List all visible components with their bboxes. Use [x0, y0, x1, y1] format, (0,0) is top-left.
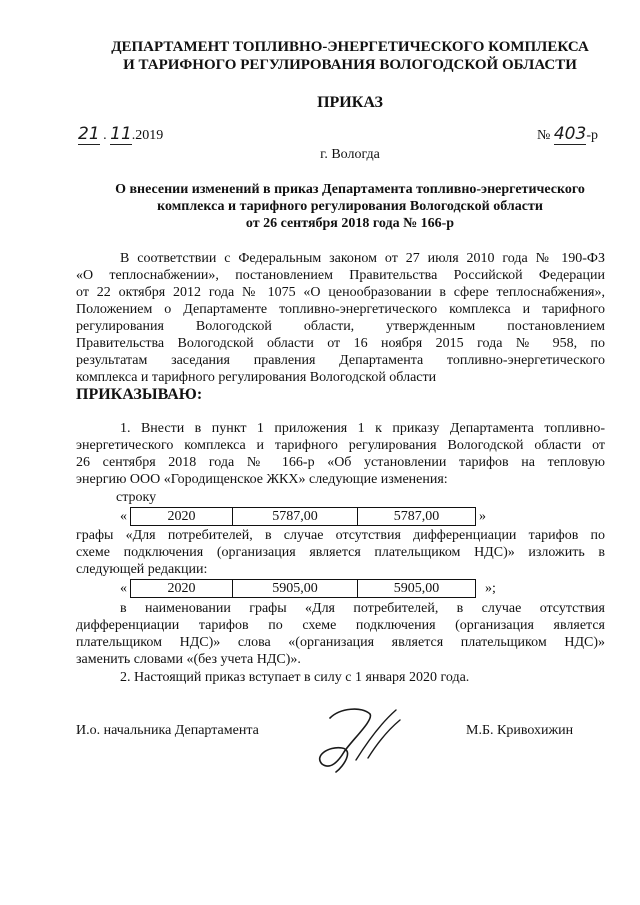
item1-line: энергетического комплекса и тарифного регулирования Вологодской области от	[76, 438, 605, 453]
item1-line: 26 сентября 2018 года № 166-р «Об установлении тарифов на тепловую	[76, 455, 605, 470]
row-old-table	[130, 507, 476, 526]
org-name-line1: ДЕПАРТАМЕНТ ТОПЛИВНО-ЭНЕРГЕТИЧЕСКОГО КОМПЛЕКСА	[111, 39, 589, 55]
number-suffix: -р	[586, 128, 598, 143]
order-date: 21 . 11.2019	[78, 124, 164, 144]
signature-name: М.Б. Кривохижин	[466, 723, 574, 738]
preamble-line: В соответствии с Федеральным законом от 27 июля 2010 года № 190-ФЗ	[120, 251, 605, 266]
order-number	[537, 126, 598, 144]
row-new-year: 2020	[131, 580, 233, 598]
item2: 2. Настоящий приказ вступает в силу с 1 января 2020 года.	[120, 670, 470, 685]
item1-line: 1. Внести в пункт 1 приложения 1 к приказу Департамента топливно-	[120, 421, 605, 436]
city: г. Вологда	[320, 147, 380, 162]
title-line2: комплекса и тарифного регулирования Вологодской области	[157, 199, 543, 214]
preamble-line: результатам заседания правления Департамента топливно-энергетического	[76, 353, 605, 368]
number-value: 403	[553, 124, 587, 144]
row-new-value1: 5905,00	[233, 580, 358, 598]
row-new-table	[130, 579, 476, 598]
table-row	[131, 580, 476, 598]
row-old-year: 2020	[131, 508, 233, 526]
middle-line: следующей редакции:	[76, 562, 208, 577]
preamble-line: Положением о Департаменте топливно-энергетического комплекса и тарифного	[76, 302, 605, 317]
rename-line: дифференциации тарифов по схеме подключения (организация является	[76, 618, 605, 633]
middle-line: схеме подключения (организация является плательщиком НДС)» изложить в	[76, 545, 605, 560]
date-month: 11	[110, 124, 132, 144]
preamble-line: «О теплоснабжении», постановлением Правительства Российской Федерации	[76, 268, 605, 283]
title-line1: О внесении изменений в приказ Департамента топливно-энергетического	[115, 182, 585, 197]
title-line3: от 26 сентября 2018 года № 166-р	[245, 216, 455, 231]
rename-line: в наименовании графы «Для потребителей, в случае отсутствия	[120, 601, 605, 616]
rename-line: плательщиком НДС)» слова «(организация является плательщиком НДС)»	[76, 635, 605, 650]
rename-line: заменить словами «(без учета НДС)».	[76, 652, 301, 667]
row-new-value2: 5905,00	[358, 580, 476, 598]
row-new-open-quote: «	[120, 581, 127, 596]
org-name-line2: И ТАРИФНОГО РЕГУЛИРОВАНИЯ ВОЛОГОДСКОЙ ОБЛАСТИ	[123, 57, 577, 73]
handwritten-signature	[300, 700, 410, 780]
row-old-close-quote: »	[479, 509, 486, 524]
preamble-line: комплекса и тарифного регулирования Вологодской области	[76, 370, 437, 385]
doc-type: ПРИКАЗ	[317, 94, 383, 111]
number-prefix: №	[537, 128, 551, 143]
row-new-close-quote: »;	[485, 581, 496, 596]
table-row	[131, 508, 476, 526]
preamble-line: от 22 октября 2012 года № 1075 «О ценообразовании в сфере теплоснабжения»,	[76, 285, 605, 300]
date-year: .2019	[131, 128, 164, 143]
row-old-open-quote: «	[120, 509, 127, 524]
signature-position: И.о. начальника Департамента	[76, 723, 259, 738]
middle-line: графы «Для потребителей, в случае отсутствия дифференциации тарифов по	[76, 528, 605, 543]
item1-line: энергию ООО «Городищенское ЖКХ» следующие изменения:	[76, 472, 448, 487]
date-day: 21	[78, 124, 100, 144]
preamble-line: Правительства Вологодской области от 16 ноября 2015 года № 958, по	[76, 336, 605, 351]
order-word: ПРИКАЗЫВАЮ:	[76, 386, 203, 403]
preamble-line: регулирования Вологодской области, утвержденным постановлением	[76, 319, 605, 334]
row-old-value1: 5787,00	[233, 508, 358, 526]
stroku-label: строку	[116, 490, 157, 505]
row-old-value2: 5787,00	[358, 508, 476, 526]
